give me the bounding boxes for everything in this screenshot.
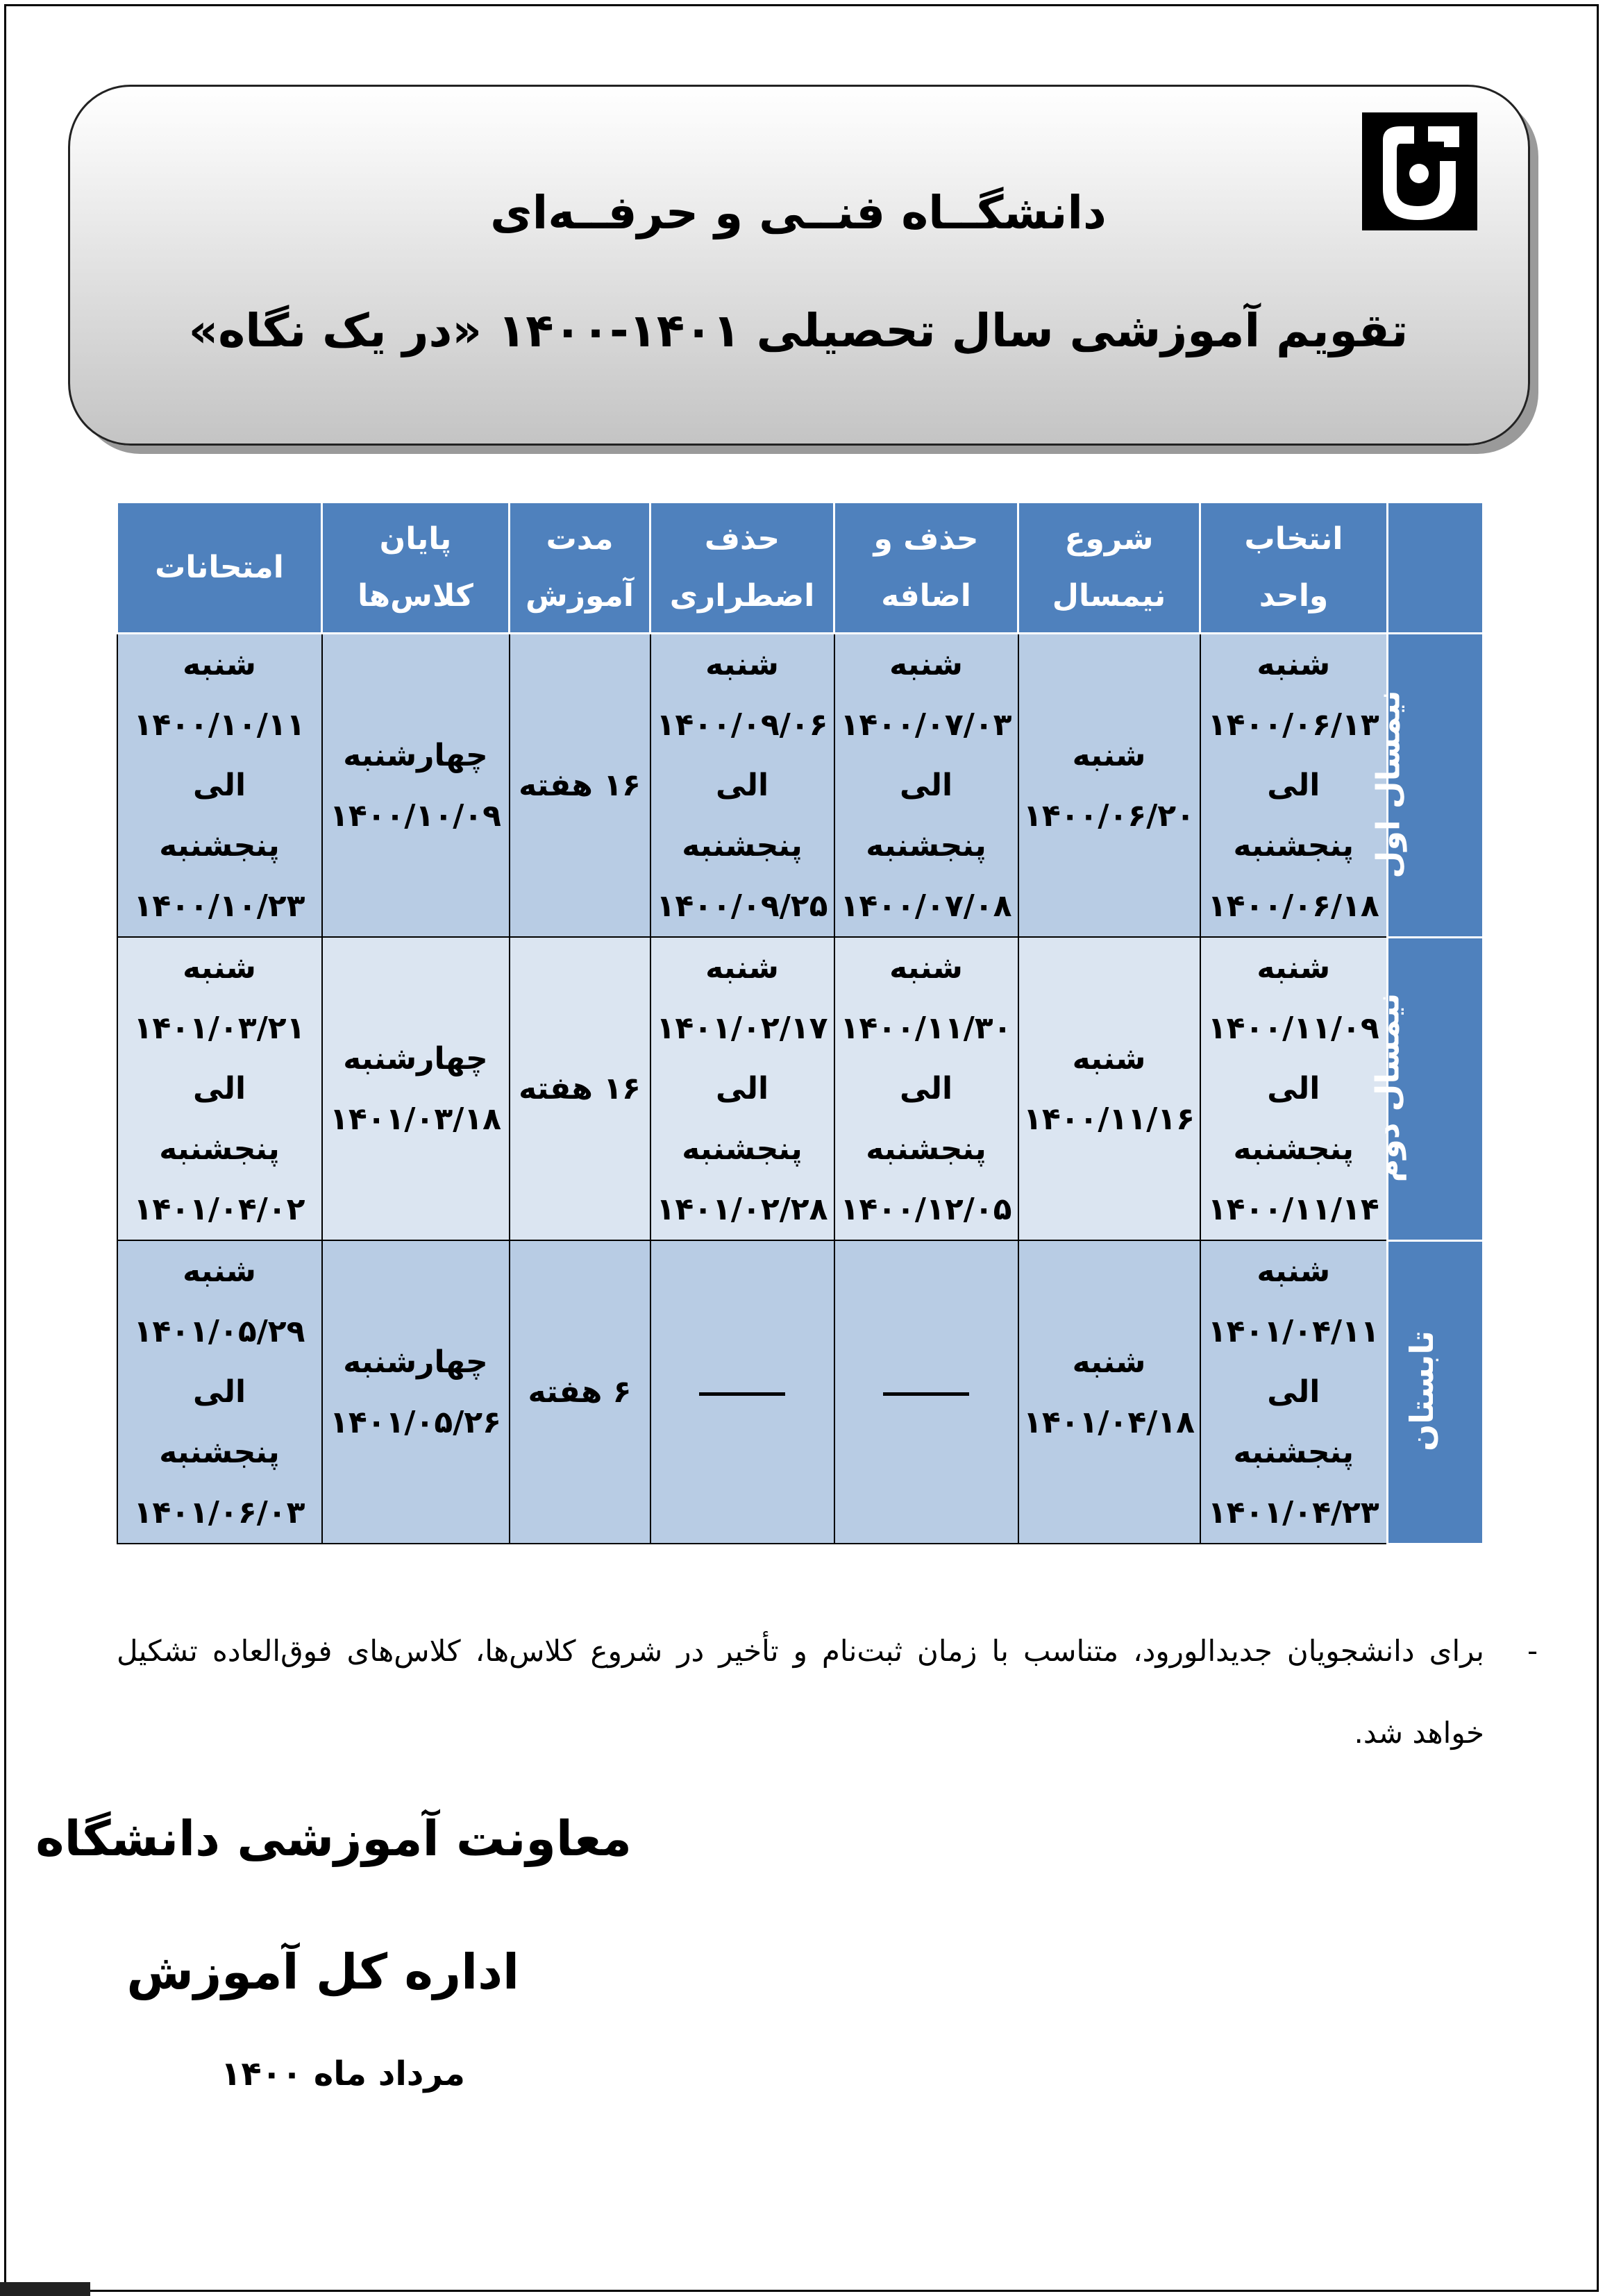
cell-line: ۱۴۰۰/۰۶/۲۰: [1023, 797, 1195, 834]
start-cell: [1018, 634, 1200, 938]
cell-line: پنجشنبه: [682, 828, 803, 863]
university-name: دانشگــاه فنــی و حرفــه‌ای: [490, 186, 1107, 239]
cell-line: الی: [192, 1071, 246, 1106]
header-duration: [510, 503, 650, 634]
header-exams-line1: امتحانات: [155, 550, 284, 585]
note-bullet: -: [1527, 1634, 1538, 1668]
cell-line: شنبه: [1257, 647, 1331, 682]
watermark-strip: [0, 2282, 90, 2296]
table-header-row: [117, 503, 1484, 634]
cell-line: چهارشنبه: [343, 1344, 488, 1380]
cell-line: ۱۴۰۰/۰۶/۱۳: [1207, 707, 1379, 743]
term-label-text: تابستان: [1403, 1331, 1441, 1451]
cell-line: الی: [192, 1374, 246, 1410]
cell-line: الی: [1267, 768, 1320, 803]
cell-line: ۱۴۰۰/۱۱/۳۰: [840, 1011, 1012, 1046]
header-selection-line1: انتخاب: [1244, 521, 1343, 557]
duration-cell: ۶ هفته: [510, 1240, 650, 1544]
cell-line: ۱۴۰۰/۱۰/۰۹: [330, 797, 501, 834]
table-row: [117, 634, 1484, 938]
note-text: برای دانشجویان جدیدالورود، متناسب با زمان ثبت‌نام و تأخیر در شروع کلاس‌ها، کلاس‌های فوق‌العاده تشکیل خواهد شد.: [117, 1634, 1484, 1750]
cell-line: الی: [715, 768, 769, 803]
table-row: [117, 937, 1484, 1240]
duration-cell: ۱۶ هفته: [510, 634, 650, 938]
header-add-drop-line2: اضافه: [881, 578, 971, 614]
cell-line: ۱۴۰۱/۰۶/۰۳: [133, 1495, 305, 1530]
cell-line: چهارشنبه: [343, 1040, 488, 1077]
header-classes-end-line1: پایان: [379, 521, 452, 557]
cell-line: پنجشنبه: [159, 828, 280, 863]
classes-end-cell: [322, 634, 510, 938]
academic-calendar-table: [116, 501, 1484, 1545]
cell-line: ۱۴۰۰/۱۲/۰۵: [840, 1192, 1012, 1227]
term-label: [1369, 634, 1484, 938]
term-label: [1368, 937, 1484, 1240]
cell-line: ۱۴۰۱/۰۴/۲۳: [1207, 1495, 1379, 1530]
cell-line: پنجشنبه: [159, 1131, 280, 1167]
cell-line: شنبه: [1072, 1040, 1146, 1077]
cell-line: شنبه: [705, 647, 779, 682]
cell-line: پنجشنبه: [1233, 1131, 1354, 1167]
exams-cell: [117, 634, 322, 938]
emergency-drop-cell: [650, 1240, 834, 1544]
classes-end-cell: [322, 1240, 510, 1544]
cell-line: چهارشنبه: [343, 737, 488, 773]
header-selection-line2: واحد: [1259, 578, 1329, 614]
cell-line: الی: [715, 1071, 769, 1106]
cell-line: ۱۴۰۰/۰۹/۰۶: [656, 707, 828, 743]
add-drop-cell: [834, 937, 1018, 1240]
cell-line: پنجشنبه: [1233, 828, 1354, 863]
exams-cell: [117, 937, 322, 1240]
term-label: [1388, 1240, 1484, 1544]
cell-line: ۱۴۰۱/۰۳/۲۱: [133, 1011, 305, 1046]
cell-line: ۱۴۰۰/۱۱/۱۴: [1207, 1192, 1379, 1227]
cell-line: ۱۴۰۰/۱۱/۱۶: [1023, 1101, 1195, 1137]
start-cell: [1018, 937, 1200, 1240]
cell-line: شنبه: [705, 950, 779, 986]
cell-line: ۱۴۰۰/۱۰/۱۱: [133, 707, 305, 743]
empty-dash: [699, 1392, 785, 1396]
cell-line: ۱۴۰۰/۰۶/۱۸: [1207, 888, 1379, 924]
emergency-drop-cell: [650, 634, 834, 938]
classes-end-cell: [322, 937, 510, 1240]
cell-line: الی: [1267, 1071, 1320, 1106]
cell-line: ۱۴۰۱/۰۴/۱۸: [1023, 1404, 1195, 1440]
add-drop-cell: [834, 1240, 1018, 1544]
header-start-line2: نیمسال: [1052, 578, 1166, 614]
empty-dash: [883, 1392, 969, 1396]
term-label-text: نیمسال اول: [1369, 690, 1407, 879]
calendar-title: تقویم آموزشی سال تحصیلی ۱۴۰۱-۱۴۰۰ «در یک نگاه»: [188, 304, 1409, 357]
cell-line: ۱۴۰۰/۰۹/۲۵: [656, 888, 828, 924]
cell-line: پنجشنبه: [866, 828, 986, 863]
cell-line: الی: [1267, 1374, 1320, 1410]
exams-cell: [117, 1240, 322, 1544]
cell-line: شنبه: [183, 950, 256, 986]
header-duration-line2: آموزش: [526, 578, 634, 614]
cell-line: شنبه: [889, 647, 963, 682]
header-start-line1: شروع: [1064, 521, 1154, 557]
header-emergency-drop: [650, 503, 834, 634]
cell-line: پنجشنبه: [866, 1131, 986, 1167]
cell-line: پنجشنبه: [682, 1131, 803, 1167]
cell-line: ۱۴۰۰/۱۰/۲۳: [133, 888, 305, 924]
start-cell: [1018, 1240, 1200, 1544]
header-add-drop-line1: حذف و: [873, 521, 979, 557]
signature-department: اداره کل آموزش: [126, 1943, 519, 2000]
term-label-text: نیمسال دوم: [1368, 993, 1406, 1183]
header-duration-line1: مدت: [546, 521, 614, 557]
cell-line: شنبه: [1257, 1253, 1331, 1289]
header-start: [1018, 503, 1200, 634]
header-classes-end-line2: کلاس‌ها: [358, 578, 473, 614]
cell-line: ۱۴۰۱/۰۴/۰۲: [133, 1192, 305, 1227]
header-emergency-drop-line2: اضطراری: [669, 578, 815, 614]
emergency-drop-cell: [650, 937, 834, 1240]
cell-line: ۱۴۰۱/۰۳/۱۸: [330, 1101, 501, 1137]
cell-line: ۱۴۰۱/۰۵/۲۶: [330, 1404, 501, 1440]
duration-cell: ۱۶ هفته: [510, 937, 650, 1240]
header-exams: [117, 503, 322, 634]
cell-line: ۱۴۰۱/۰۲/۱۷: [656, 1011, 828, 1046]
cell-line: شنبه: [183, 1253, 256, 1289]
add-drop-cell: [834, 634, 1018, 938]
cell-line: ۱۴۰۰/۰۷/۰۳: [840, 707, 1012, 743]
cell-line: ۱۴۰۱/۰۵/۲۹: [133, 1314, 305, 1349]
signature-office: معاونت آموزشی دانشگاه: [35, 1810, 632, 1867]
table-row: [117, 1240, 1484, 1544]
cell-line: الی: [192, 768, 246, 803]
cell-line: الی: [899, 768, 953, 803]
cell-line: ۱۴۰۰/۰۷/۰۸: [840, 888, 1012, 924]
cell-line: پنجشنبه: [159, 1435, 280, 1470]
cell-line: الی: [899, 1071, 953, 1106]
header-add-drop: [834, 503, 1018, 634]
header-banner: [68, 85, 1530, 446]
cell-line: ۱۴۰۰/۱۱/۰۹: [1207, 1011, 1379, 1046]
header-emergency-drop-line1: حذف: [704, 521, 780, 557]
cell-line: شنبه: [183, 647, 256, 682]
cell-line: شنبه: [1257, 950, 1331, 986]
cell-line: شنبه: [889, 950, 963, 986]
cell-line: ۱۴۰۱/۰۴/۱۱: [1207, 1314, 1379, 1349]
header-selection: [1200, 503, 1388, 634]
cell-line: شنبه: [1072, 1344, 1146, 1380]
signature-date: مرداد ماه ۱۴۰۰: [221, 2054, 465, 2093]
cell-line: پنجشنبه: [1233, 1435, 1354, 1470]
selection-cell: [1200, 1240, 1388, 1544]
cell-line: شنبه: [1072, 737, 1146, 773]
header-corner: [1388, 503, 1484, 634]
header-classes-end: [322, 503, 510, 634]
cell-line: ۱۴۰۱/۰۲/۲۸: [656, 1192, 828, 1227]
